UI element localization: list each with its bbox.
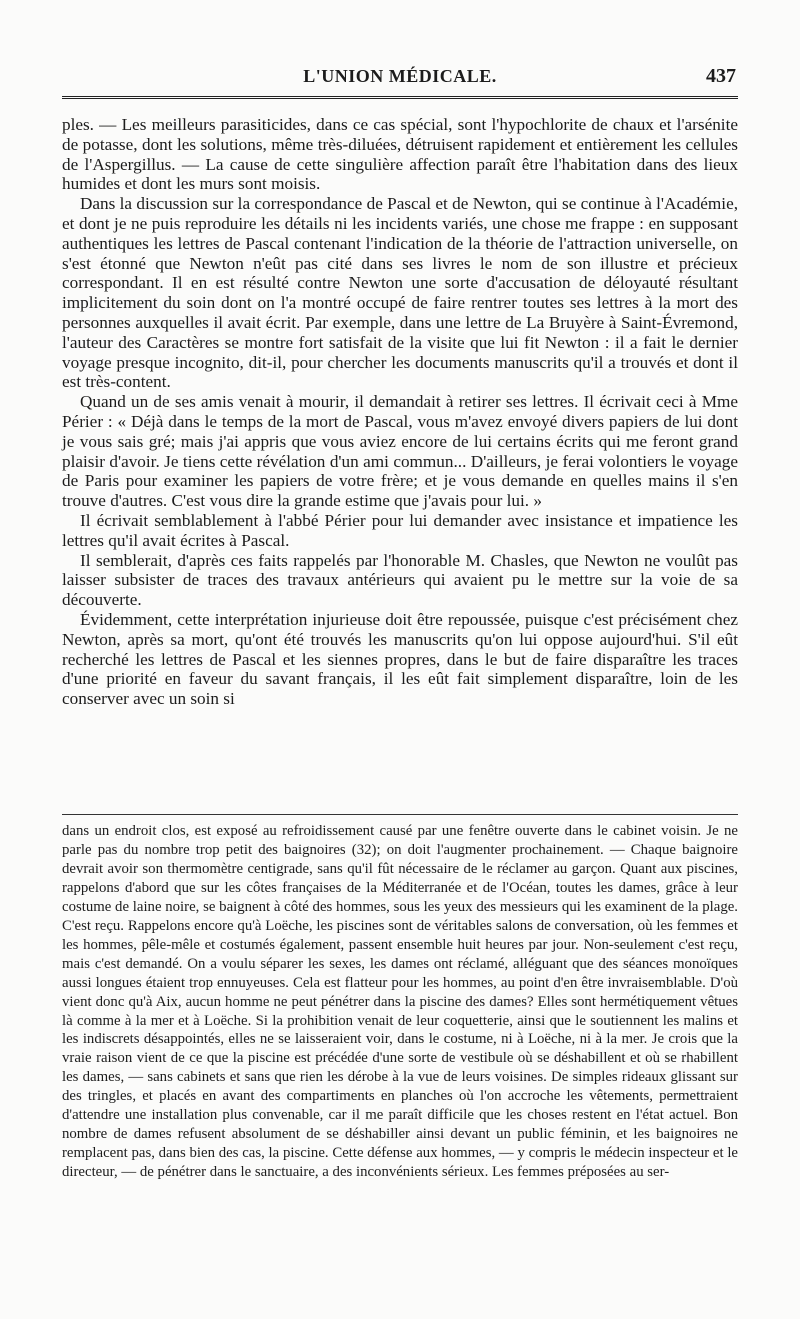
page-header bbox=[62, 62, 738, 92]
main-text bbox=[62, 115, 738, 709]
header-rule bbox=[62, 96, 738, 99]
paragraph: ples. — Les meilleurs parasiticides, dans ce cas spécial, sont l'hypochlorite de chaux et l'arsénite de potasse, dont les solutions, même très-diluées, détruisent rapidement et entièrement les cellules de l'Aspergillus. — La cause de cette singulière affection paraît être l'habitation dans des lieux humides et dont les murs sont moisis. bbox=[62, 115, 738, 194]
footnote-paragraph: dans un endroit clos, est exposé au refroidissement causé par une fenêtre ouverte dans le cabinet voisin. Je ne parle pas du nombre trop petit des baignoires (32); on doit l'augmenter prochainement. — Chaque baignoire devrait avoir son thermomètre centigrade, sans qu'il fût nécessaire de le réclamer au garçon. Quant aux piscines, rappelons d'abord que sur les côtes françaises de la Méditerranée et de l'Océan, toutes les dames, grâce à leur costume de laine noire, se baignent à côté des hommes, sous les yeux des messieurs qui les examinent de la plage. C'est reçu. Rappelons encore qu'à Loëche, les piscines sont de véritables salons de conversation, où les femmes et les hommes, pêle-mêle et costumés également, passent ensemble huit heures par jour. Non-seulement c'est reçu, mais c'est demandé. On a voulu séparer les sexes, les dames ont réclamé, alléguant que des séances monoïques aussi longues étaient trop ennuyeuses. Cela est flatteur pour les hommes, au point d'en être invraisemblable. D'où vient donc qu'à Aix, aucun homme ne peut pénétrer dans la piscine des dames? Elles sont hermétiquement vêtues là comme à la mer et à Loëche. Si la prohibition venait de leur coquetterie, ainsi que le soutiennent les malins et les indiscrets désappointés, elles ne se laisseraient voir, dans le costume, ni à Loëche, ni à la mer. Je crois que la vraie raison vient de ce que la piscine est précédée d'une sorte de vestibule où se déshabillent et où se rhabillent les dames, — sans cabinets et sans que rien les dérobe à la vue de leurs voisines. De simples rideaux glissant sur des tringles, et placés en avant des compartiments en planches où l'on accroche les vêtements, permettraient d'attendre une installation plus convenable, car il me paraît difficile que les choses restent en l'état actuel. Bon nombre de dames refusent absolument de se déshabiller ainsi devant un public féminin, et les baignoires ne remplacent pas, dans bien des cas, la piscine. Cette défense aux hommes, — y compris le médecin inspecteur et le directeur, — de pénétrer dans le sanctuaire, a des inconvénients sérieux. Les femmes préposées au ser- bbox=[62, 823, 738, 1181]
paragraph: Évidemment, cette interprétation injurieuse doit être repoussée, puisque c'est précisément chez Newton, après sa mort, qu'ont été trouvés les manuscrits qu'on lui oppose aujourd'hui. S'il eût recherché les lettres de Pascal et les siennes propres, dans le but de faire disparaître les traces d'une priorité en faveur du savant français, il les eût fait simplement disparaître, loin de les conserver avec un soin si bbox=[62, 609, 738, 709]
paragraph: Quand un de ses amis venait à mourir, il demandait à retirer ses lettres. Il écrivait ceci à Mme Périer : « Déjà dans le temps de la mort de Pascal, vous m'avez envoyé divers papiers de lui dont je vous sais gré; mais j'ai appris que vous aviez encore de lui certains écrits qui me feront grand plaisir d'avoir. Je tiens cette révélation d'un ami commun... D'ailleurs, je ferai volontiers le voyage de Paris pour examiner les papiers de votre frère; et je vous demande en quelles mains il s'en trouve d'autres. C'est vous dire la grande estime que j'avais pour lui. » bbox=[62, 392, 738, 511]
paragraph: Il écrivait semblablement à l'abbé Périer pour lui demander avec insistance et impatience les lettres qu'il avait écrites à Pascal. bbox=[62, 510, 738, 550]
page-number: 437 bbox=[706, 65, 736, 87]
footnote-text bbox=[62, 822, 738, 1182]
section-divider bbox=[62, 814, 738, 815]
paragraph: Il semblerait, d'après ces faits rappelés par l'honorable M. Chasles, que Newton ne voulût pas laisser subsister de traces des travaux antérieurs qui avaient pu le mettre sur la voie de sa découverte. bbox=[62, 550, 738, 610]
running-title: L'UNION MÉDICALE. bbox=[303, 66, 497, 86]
paragraph: Dans la discussion sur la correspondance de Pascal et de Newton, qui se continue à l'Académie, et dont je ne puis reproduire les détails ni les incidents variés, une chose me frappe : en supposant authentiques les lettres de Pascal contenant l'indication de la théorie de l'attraction universelle, on s'est étonné que Newton n'eût pas cité dans ses livres le nom de son illustre et précieux correspondant. Il en est résulté contre Newton une sorte d'accusation de déloyauté résultant implicitement du soin dont on l'a montré occupé de faire rentrer toutes ses lettres à la mort des personnes auxquelles il avait écrit. Par exemple, dans une lettre de La Bruyère à Saint-Évremond, l'auteur des Caractères se montre fort satisfait de la visite que lui fit Newton : il a fait le dernier voyage presque incognito, dit-il, pour chercher les documents manuscrits qu'il a trouvés et dont il est très-content. bbox=[62, 194, 738, 392]
